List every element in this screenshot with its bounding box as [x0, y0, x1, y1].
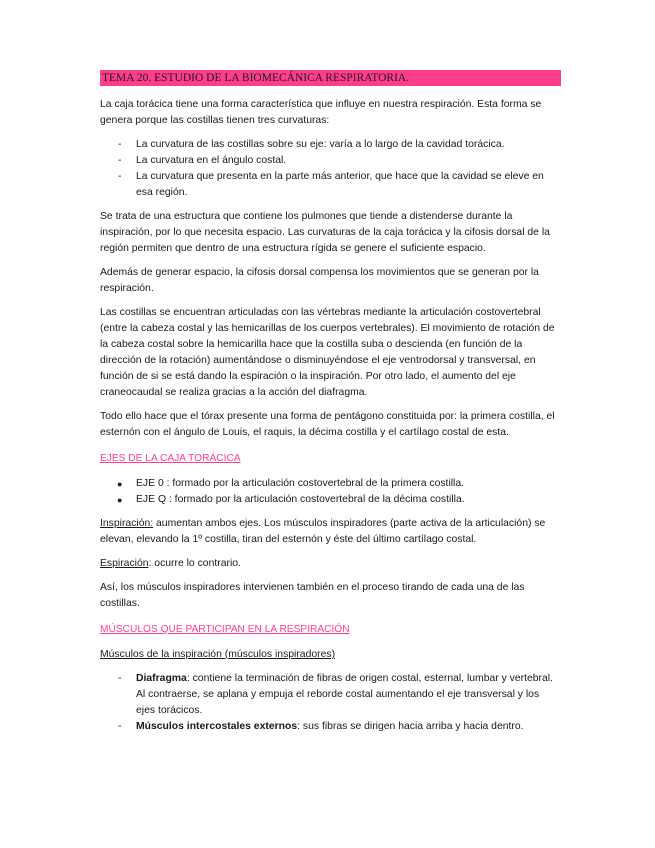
muscles-list — [100, 671, 561, 735]
bullet-marker: ● — [117, 495, 123, 505]
page-title: TEMA 20. ESTUDIO DE LA BIOMECÁNICA RESPIRATORIA. — [100, 70, 561, 86]
inspiracion-label: Inspiración: — [100, 518, 154, 529]
list-item: - Diafragma: contiene la terminación de fibras de origen costal, esternal, lumbar y vertebral. Al contraerse, se aplana y empuja el reborde costal aumentando el eje transversal y los ejes torácicos. — [118, 673, 553, 716]
muscle-name: Músculos intercostales externos — [136, 721, 298, 732]
bullet-marker: ● — [117, 479, 123, 489]
muscle-name: Diafragma — [136, 673, 187, 684]
paragraph: Así, los músculos inspiradores intervienen también en el proceso tirando de cada una de las costillas. — [100, 582, 525, 609]
dash-marker: - — [118, 155, 122, 166]
list-item: - La curvatura de las costillas sobre su eje: varía a lo largo de la cavidad torácica. — [100, 137, 561, 153]
list-item: - La curvatura que presenta en la parte más anterior, que hace que la cavidad se eleve en esa región. — [118, 171, 544, 198]
ejes-list — [100, 476, 561, 508]
list-item: ● EJE 0 : formado por la articulación costovertebral de la primera costilla. — [100, 476, 561, 492]
section-heading-ejes: EJES DE LA CAJA TORÁCICA — [100, 453, 241, 464]
espiracion-paragraph: Espiración: ocurre lo contrario. — [100, 558, 241, 569]
subsection-heading: Músculos de la inspiración (músculos inspiradores) — [100, 649, 336, 660]
paragraph: Además de generar espacio, la cifosis dorsal compensa los movimientos que se generan por la respiración. — [100, 267, 539, 294]
dash-marker: - — [118, 673, 122, 684]
dash-marker: - — [118, 139, 122, 150]
curvatures-list — [100, 137, 561, 201]
paragraph: Todo ello hace que el tórax presente una forma de pentágono constituida por: la primera costilla, el esternón con el ángulo de Louis, el raquis, la décima costilla y el cartílago costal de esta. — [100, 411, 555, 438]
dash-marker: - — [118, 171, 122, 182]
inspiracion-paragraph: Inspiración: aumentan ambos ejes. Los músculos inspiradores (parte activa de la articulación) se elevan, elevando la 1º costilla, tiran del esternón y éste del último cartílago costal. — [100, 518, 546, 545]
paragraph: Se trata de una estructura que contiene los pulmones que tiende a distenderse durante la inspiración, por lo que necesita espacio. Las curvaturas de la caja torácica y la cifosis dorsal de la región permiten que dentro de una estructura rígida se genere el suficiente espacio. — [100, 211, 550, 254]
list-item: - La curvatura en el ángulo costal. — [100, 153, 561, 169]
intro-paragraph: La caja torácica tiene una forma característica que influye en nuestra respiración. Esta forma se genera porque las costillas tienen tres curvaturas: — [100, 99, 542, 126]
espiracion-label: Espiración — [100, 558, 149, 569]
list-item: - Músculos intercostales externos: sus fibras se dirigen hacia arriba y hacia dentro. — [100, 719, 561, 735]
dash-marker: - — [118, 721, 122, 732]
section-heading-musculos: MÚSCULOS QUE PARTICIPAN EN LA RESPIRACIÓN — [100, 624, 350, 635]
list-item: ● EJE Q : formado por la articulación costovertebral de la décima costilla. — [100, 492, 561, 508]
paragraph: Las costillas se encuentran articuladas con las vértebras mediante la articulación costovertebral (entre la cabeza costal y las hemicarillas de los cuerpos vertebrales). El movimiento de rotación de la cabeza costal sobre la hemicarilla hace que la costilla suba o descienda (en función de la dirección de la rotación) aumentándose o disminuyéndose el eje ventrodorsal y transversal, en función de si se está dando la espiración o la inspiración. Por otro lado, el aumento del eje craneocaudal se realiza gracias a la acción del diafragma. — [100, 307, 555, 398]
